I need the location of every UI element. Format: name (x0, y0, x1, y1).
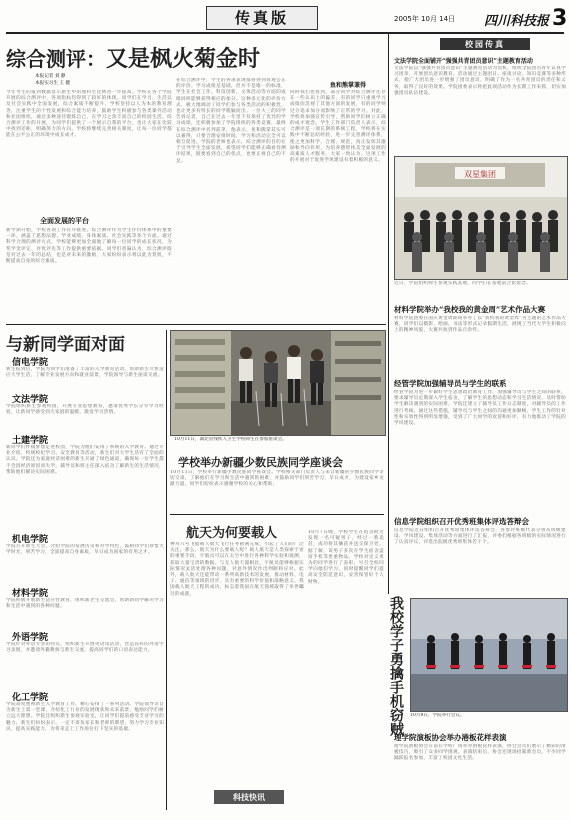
classmates-title: 与新同学面对面 (6, 335, 125, 355)
right-headline-5: 理学院演板协会举办港板花样表演 (394, 733, 507, 742)
dept-body-5: 学院积极开展新生适应性教育，组织新老生交流会，帮助新同学解决学习和生活中遇到的各种问题。 (6, 598, 164, 610)
performance-photo (410, 598, 568, 712)
dept-body-3: 新同学们怀揣梦想走进校园，学院为他们安排了系统的入学教育。通过专业介绍、校规校纪学习、安全教育等活动，新生们对大学生活有了全面的认识。学院还为家庭经济困难的新生开通了绿色通道，确保每一位学生都不会因经济原因而失学。辅导员和班主任深入宿舍了解新生的生活情况，帮助他们解决实际困难。 (6, 445, 164, 475)
dept-title-5: 材料学院 (12, 589, 49, 599)
main-subhead: 全面发展的平台 (40, 216, 89, 225)
right-body-1: 文法学院以“强强共青团员意识”主题教育活动为契机，组织全院团员青年认真学习团章，开展团员意识教育。活动通过主题团日、座谈讨论、知识竞赛等多种形式，使广大团员进一步增强了团员意识，明确了作为一名共青团员的责任和义务，取得了良好的效果。学院团委表示将把此项活动作为长期工作来抓，切实加强团员队伍建设。 (394, 66, 566, 96)
dept-title-4: 机电学院 (12, 535, 49, 545)
seminar-body: 10月11日，学校举行新疆少数民族同学座谈会。学校相关部门负责人与来自新疆的少数民族同学亲切交谈，了解他们在学习和生活中遇到的困难，并鼓励同学们刻苦学习，早日成才，为建设家乡贡献力量。同学们纷纷表示感谢学校的关心和帮助。 (170, 470, 384, 488)
group-photo-illustration (395, 157, 567, 279)
right-headline-4: 信息学院组织召开优秀班集体评选答辩会 (394, 517, 529, 526)
photo-illustration (171, 331, 385, 435)
dept-title-2: 文法学院 (12, 395, 49, 405)
sign-text: 双星集团 (464, 170, 496, 179)
right-body-5: 理学院滑板协会日前在学校广场举办滑板花样表演，协会会员们展示了精彩的滑板技巧，吸引了众多同学围观。表演结束后，协会还现场招募新会员，不少同学踊跃报名参加，丰富了校园文化生活。 (394, 744, 566, 762)
dept-title-6: 外语学院 (12, 633, 49, 643)
dept-body-1: 新生报到后，学院为同学们准备了丰富的入学教育活动，帮助新生尽快适应大学生活，了解专业发展方向和就业前景，学院领导与新生座谈交流。 (6, 367, 164, 379)
performance-photo-illustration (411, 599, 567, 711)
group-photo-caption: 近日，学院组织师生参观实践基地，同学们在基地前合影留念。 (394, 281, 532, 286)
issue-date: 2005年 10月 14日 (394, 15, 456, 23)
dept-body-4: 学院召开新生大会，介绍学院的发展历史和办学特色，鼓励同学们珍惜大学时光，刻苦学习，全面提高自身素质，早日成为国家的有用之才。 (6, 544, 164, 556)
main-body-middle: 在综合测评中，学生的各项表现都将得到客观公正的评价。学习成绩是基础，但并不是唯一的标准，学生在社会工作、科技创新、文体活动等方面的成绩同样能够获得相应的加分。这种多元化的评价方式，极大地调动了同学们参与各类活动的积极性，也让更多有特长的同学脱颖而出。一位大三的同学告诉记者，自己在过去一年里不仅保持了优异的学习成绩，还积极参加了学院组织的各类竞赛，最终在综合测评中名列前茅。他表示，鱼和熊掌其实可以兼得，只要合理安排时间，学习和活动完全可以相互促进。学院的老师也表示，综合测评的目的在于引导学生全面发展，希望同学们能够正确看待测评结果，既要看到自己的优点，也要正视自己的不足。 (176, 78, 286, 164)
right-body-2: 材料学院团委在国庆黄金周期间举办了以“我校我的黄金周”为主题的艺术作品大赛，同学们以摄影、绘画、书法等形式记录假期生活，展现了当代大学生积极向上的精神风貌，大赛共收到作品百余件。 (394, 316, 566, 334)
photo-caption: 10月11日，湖北省残疾人卫生学校师生在参加座谈会。 (174, 437, 287, 442)
seminar-divider (170, 514, 384, 515)
news-body-right: 10月7日晚，学校学生在宿舍附近发现一名可疑男子，经过一番追赶，成功将其擒获并送交保卫处。据了解，该男子多次在学生宿舍盗窃手机等贵重物品。学校对见义勇为的同学进行了表彰，号召全校同学向他们学习，同时提醒同学们提高安全防范意识，妥善保管好个人财物。 (308, 530, 384, 585)
main-title: 又是枫火菊金时 (106, 46, 261, 72)
page-header (6, 6, 568, 34)
column-divider (166, 330, 167, 810)
students-photo (170, 330, 386, 436)
right-body-4: 信息学院近日组织召开优秀班集体评选答辩会，各参评班级代表分别从班级建设、学风建设、集体活动等方面进行了汇报，评委们根据各班级的实际情况进行了认真评议，评选出院级优秀班集体若干个。 (394, 528, 566, 546)
dept-body-6: 学院针对外语专业的特点，组织新生开展英语角活动，营造良好的外语学习氛围，并邀请外籍教师与新生交流，提高同学们的口语表达能力。 (6, 642, 164, 654)
main-body-left: 今年考生的报到数据显示新生中的理科生比例进一步提高。学校在各个学院开展的综合测评中，各项指标均得到了较好的体现。同学们在学习、生活以及社会实践中全面发展，综合素质不断提升，学校坚持以人为本的教育理念，注重学生的个性发展和综合能力培养，鼓励学生积极参与各类课外活动和社团组织，通过多种途径锻炼自己，在学习之余丰富自己的校园生活。综合测评工作的开展，为同学们提供了一个展示自我的平台，也让大家在比较中找到差距，明确努力的方向。学校将继续完善相关制度，让每一位同学都能在公平公正的环境中成长成才。 (6, 90, 172, 139)
main-body-left-2: 新学期开始，学校各项工作有序推进。综合测评作为学生评价体系中的重要一环，涵盖了思想品德、学业成绩、身体素质、社会实践等多个方面。通过科学合理的测评方式，学校能够更加全面地了解每一位同学的成长状况，为奖学金评定、评优评先等工作提供重要依据。同学们普遍认为，综合测评既是对过去一年的总结，也是对未来的激励，大家纷纷表示将以此为契机，不断提高自身的综合素质。 (6, 228, 172, 265)
right-headline-1: 文法学院全面铺开“强强共青团员意识”主题教育活动 (394, 58, 533, 65)
dept-title-7: 化工学院 (12, 693, 49, 703)
right-headline-2: 材料学院举办“我校我的黄金周”艺术作品大赛 (394, 305, 546, 314)
section-title: 传真版 (206, 6, 318, 30)
astronaut-title: 航天为何要载人 (186, 526, 278, 541)
main-kicker: 综合测评：又是枫火菊金时 (6, 46, 261, 72)
main-subtitle: 鱼和熊掌兼得 (330, 82, 367, 89)
astronaut-body: 神舟六号飞船载人航天飞行任务圆满完成，引起了人们的广泛关注。那么，航天为什么要载人呢？载人航天是人类探索宇宙的重要手段，宇航员可以在太空中进行各种科学实验和观测，获取大量宝贵的数据。与无人航天器相比，宇航员能够根据实际情况灵活处理各种问题，对意外情况作出判断和应对。此外，载人航天还能带动一系列高新技术的发展，推动材料、电子、通信等领域的进步，具有重要的科学价值和战略意义。我国载人航天工程的成功，标志着我国在航天领域取得了举世瞩目的成就。 (170, 542, 304, 597)
dept-body-2: 学院组织新生参观校园，开展专业思想教育，邀请优秀学长分享学习经验，让新同学感受到大家庭的温暖，激发学习热情。 (6, 404, 164, 416)
newspaper-logo: 四川科技报 (484, 14, 550, 29)
right-headline-3: 经管学院加强辅导员与学生的联系 (394, 379, 507, 388)
campus-banner: 校园传真 (440, 38, 530, 50)
main-byline-1: 本报记者 刘 静 (35, 74, 66, 79)
main-body-right: 同时我们也看到，部分同学对综合测评还存在一些认识上的偏差，有的同学只重视学习成绩而忽视了其他方面的发展，有的同学则过分追求加分而影响了正常的学习。对此，学校将加强宣传引导，帮助同学们树立正确的成才观念。学生工作部门负责人表示，综合测评是一项长期的系统工程，学校将在实践中不断总结经验，进一步完善测评体系，使之更加科学、合理、规范，真正发挥其激励和导向作用，为培养德智体美全面发展的高素质人才服务。大家一致认为，这项工作的开展对于促进学风建设有着积极的意义。 (290, 90, 386, 164)
divider-line (6, 324, 386, 325)
dept-title-3: 土建学院 (12, 436, 49, 446)
seminar-title: 学校举办新疆少数民族同学座谈会 (178, 456, 343, 469)
dept-body-7: 学院高度重视新生入学教育工作，精心安排了一系列活动。学院领导亲自为新生上第一堂课，介绍化工行业的发展现状和未来前景，勉励同学们树立远大理想。学院还组织新生参观实验室，让同学们提前感受专业学习的魅力。新生们纷纷表示，一定不辜负家长和老师的期望，努力学习专业知识，提高实践能力，为将来走上工作岗位打下坚实的基础。 (6, 702, 164, 732)
dept-title-1: 信电学院 (12, 358, 49, 368)
main-byline-2: 本报实习生 王 健 (35, 81, 71, 86)
performance-caption: 10月8日，学院举行会议。 (410, 713, 465, 718)
vertical-title: 我校学子勇擒手机窃贼 (388, 596, 404, 736)
right-column-divider (388, 34, 389, 594)
group-photo (394, 156, 568, 280)
right-body-3: 经管学院为进一步做好学生思想政治教育工作，加强辅导员与学生之间的联系，要求辅导员定期深入学生宿舍，了解学生的思想动态和学习生活情况，及时帮助学生解决遇到的实际困难。学院还建立了辅导员工作日志制度，对辅导员的工作进行考核。通过这些措施，辅导员与学生之间的沟通更加顺畅，学生工作的针对性和实效性得到明显增强，受到了广大同学的欢迎和好评，有力地推动了学院的学风建设。 (394, 390, 566, 427)
page-number: 3 (552, 6, 568, 31)
sci-news-footer: 科技快讯 (214, 790, 284, 804)
